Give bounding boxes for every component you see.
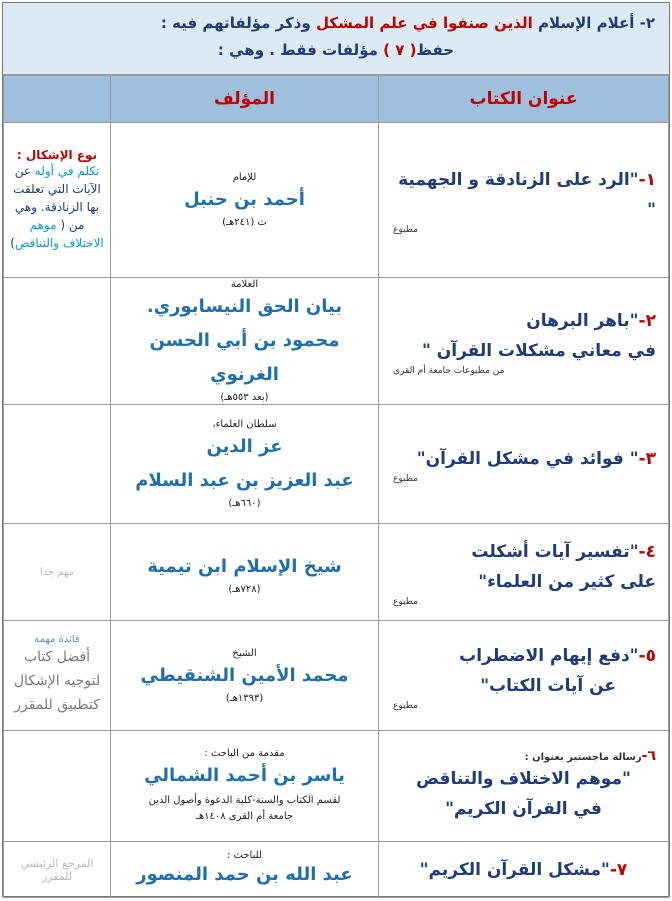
publication-status: مطبوع — [393, 474, 418, 484]
note-label: فائدة مهمة — [34, 634, 80, 645]
author-prefix: العلامة — [230, 279, 259, 290]
book-title-cell — [379, 842, 669, 898]
table-row — [4, 621, 669, 731]
author-name-2: عبد العزيز بن عبد السلام — [135, 470, 354, 491]
author-cell — [111, 524, 379, 621]
column-header-note — [4, 76, 111, 123]
author-name: عز الدين — [206, 436, 283, 457]
book-title-cell — [379, 278, 669, 405]
author-name: محمد الأمين الشنقيطي — [140, 664, 349, 686]
author-name: ياسر بن أحمد الشمالي — [144, 764, 345, 786]
author-death: (بعد ٥٥٣هـ) — [220, 392, 269, 403]
page — [2, 2, 670, 897]
book-title-cell — [379, 123, 669, 278]
column-header-title: عنوان الكتاب — [379, 76, 669, 123]
table-row — [4, 842, 669, 898]
author-affiliation: لقسم الكتاب والسنة-كلية الدعوة وأصول الدين جامعة أم القرى ١٤٠٨هـ — [148, 794, 341, 822]
table-row — [4, 278, 669, 405]
publication-status: مطبوع — [393, 700, 418, 711]
author-death: ت (٢٤١هـ) — [222, 217, 267, 228]
note-cell — [4, 405, 111, 524]
author-cell — [111, 842, 379, 898]
author-name: أحمد بن حنبل — [184, 189, 305, 210]
book-title-line-2: عن آيات الكتاب" — [480, 675, 616, 696]
author-prefix: للإمام — [232, 172, 257, 183]
author-cell — [111, 731, 379, 842]
book-title-cell — [379, 621, 669, 731]
author-name: عبد الله بن حمد المنصور — [136, 864, 353, 885]
author-death: (١٣٩٣هـ) — [225, 692, 264, 704]
note-faint: مهم جدا — [39, 566, 74, 578]
book-title: ٣-" فوائد في مشكل القرآن" — [416, 449, 656, 469]
note-cell — [4, 731, 111, 842]
note-body: تكلم في أوله عن الآيات التي تعلقت بها الزنادقة. وهي من ( موهم الاختلاف والتناقض) — [10, 164, 104, 250]
header-line-2: حفظ( ٧ ) مؤلفات فقط . وهي : — [217, 41, 455, 59]
author-prefix: الشيخ — [232, 647, 257, 659]
book-title: ١-"الرد على الزنادقة و الجهمية " — [398, 170, 656, 220]
table-row — [4, 405, 669, 524]
table-header-row — [4, 76, 669, 123]
book-title: ٢-"باهر البرهان — [526, 311, 656, 331]
column-header-author: المؤلف — [111, 76, 379, 123]
author-cell — [111, 405, 379, 524]
publication-status: من مطبوعات جامعة أم القرى — [393, 366, 505, 376]
note-cell — [4, 278, 111, 405]
author-death: (٦٦٠هـ) — [228, 498, 261, 509]
section-header — [3, 3, 669, 75]
book-title-cell — [379, 731, 669, 842]
note-cell — [4, 524, 111, 621]
book-title-cell — [379, 405, 669, 524]
author-name: بيان الحق النيسابوري. — [146, 296, 343, 317]
book-title-line-2: على كثير من العلماء" — [478, 572, 656, 592]
note-cell — [4, 123, 111, 278]
author-cell — [111, 123, 379, 278]
author-prefix: للباحث : — [227, 850, 262, 861]
author-cell — [111, 278, 379, 405]
table-row — [4, 524, 669, 621]
book-title-line-2: في القرآن الكريم" — [445, 799, 602, 819]
note-cell — [4, 621, 111, 731]
note-cell — [4, 842, 111, 898]
book-title: "موهم الاختلاف والتناقض — [416, 769, 631, 789]
note-faint: المرجع الرئيسي للمقرر — [20, 856, 94, 883]
book-title-cell — [379, 524, 669, 621]
publication-status: مطبوع — [393, 225, 418, 235]
book-title: ٧-"مشكل القرآن الكريم" — [419, 859, 628, 880]
author-prefix: سلطان العلماء، — [212, 419, 277, 430]
header-line-1: ٢- أعلام الإسلام الذين صنفوا في علم المشكل وذكر مؤلفاتهم فيه : — [160, 14, 655, 32]
book-title-prefix: ٦-رسالة ماجستير بعنوان : — [524, 748, 656, 764]
author-name-2: محمود بن أبي الحسن الغرنوي — [149, 330, 340, 385]
book-title: ٤-"تفسير آيات أشكلت — [471, 542, 656, 562]
table-row — [4, 731, 669, 842]
publication-status: مطبوع — [393, 597, 418, 607]
books-table — [3, 75, 669, 898]
book-title: ٥-"دفع إيهام الاضطراب — [459, 645, 656, 666]
author-cell — [111, 621, 379, 731]
note-body: أفضل كتاب لتوجيه الإشكال كتطبيق للمقرر — [13, 649, 101, 713]
author-name: شيخ الإسلام ابن تيمية — [147, 555, 342, 577]
note-title: نوع الإشكال : — [16, 148, 98, 162]
author-death: (٧٢٨هـ) — [228, 583, 261, 595]
book-title-line-2: في معاني مشكلات القرآن " — [421, 341, 656, 361]
author-prefix: مقدمة من الباحث : — [204, 747, 285, 759]
table-row — [4, 123, 669, 278]
